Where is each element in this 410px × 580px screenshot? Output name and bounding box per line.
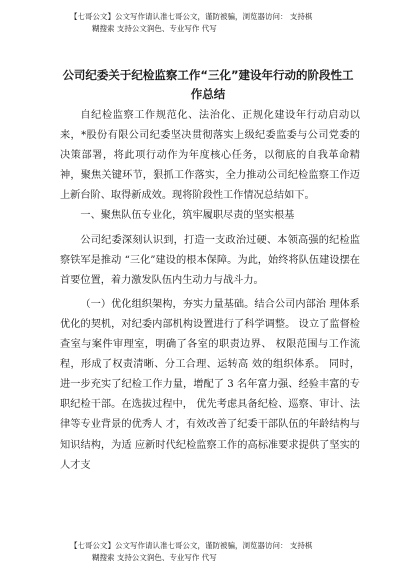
footer-line-1: 【七哥公文】公文写作请认准七哥公文，谨防被骗，浏览器访问： 支持棋 xyxy=(70,541,313,550)
page-footer xyxy=(70,540,370,564)
header-line-2: 糊搜索 支持公文润色、专业写作 代写 xyxy=(92,24,217,33)
paragraph: 公司纪委深刻认识到，打造一支政治过硬、本领高强的纪检监察铁军是推动 “三化”建设的根本保障。为此，始终将队伍建设摆在首要位置，着力激发队伍内生动力与战斗力。 xyxy=(60,234,360,286)
document-title: 公司纪委关于纪检监察工作“三化”建设年行动的阶段性工作总结 xyxy=(62,68,354,101)
section-heading: 一、聚焦队伍专业化，筑牢履职尽责的坚实根基 xyxy=(80,210,295,222)
page-header xyxy=(70,11,370,35)
paragraph-intro: 自纪检监察工作规范化、法治化、正规化建设年行动启动以来，*股份有限公司纪委坚决贯彻落实上级纪委监委与公司党委的决策部署，将此项行动作为年度核心任务，以彻底的自我革命精神，聚焦关键环节，狠抓工作落实，全力推动公司纪检监察工作迈上新台阶、取得新成效。现将阶段性工作情况总结如下。 xyxy=(60,110,360,202)
paragraph: （一）优化组织架构，夯实力量基础。结合公司内部治 理体系优化的契机，对纪委内部机构设置进行了科学调整。 设立了监督检查室与案件审理室，明确了各室的职责边界、 权限范围与工作流程，形成了权责清晰、分工合理、运转高 效的组织体系。 同时，进一步充实了纪检工作力量，增配了 3 名年富力强、经验丰富的专职纪检干部。在选拔过程中， 优先考虑具备纪检、巡察、审计、法律等专业背景的优秀人 才，有效改善了纪委干部队伍的年龄结构与知识结构，为适 应新时代纪检监察工作的高标准要求提供了坚实的人才支 xyxy=(60,298,360,471)
header-line-1: 【七哥公文】公文写作请认准七哥公文，谨防被骗，浏览器访问： 支持棋 xyxy=(70,12,313,21)
footer-line-2: 糊搜索 支持公文润色、专业写作 代写 xyxy=(92,553,217,562)
document-body xyxy=(60,106,360,476)
